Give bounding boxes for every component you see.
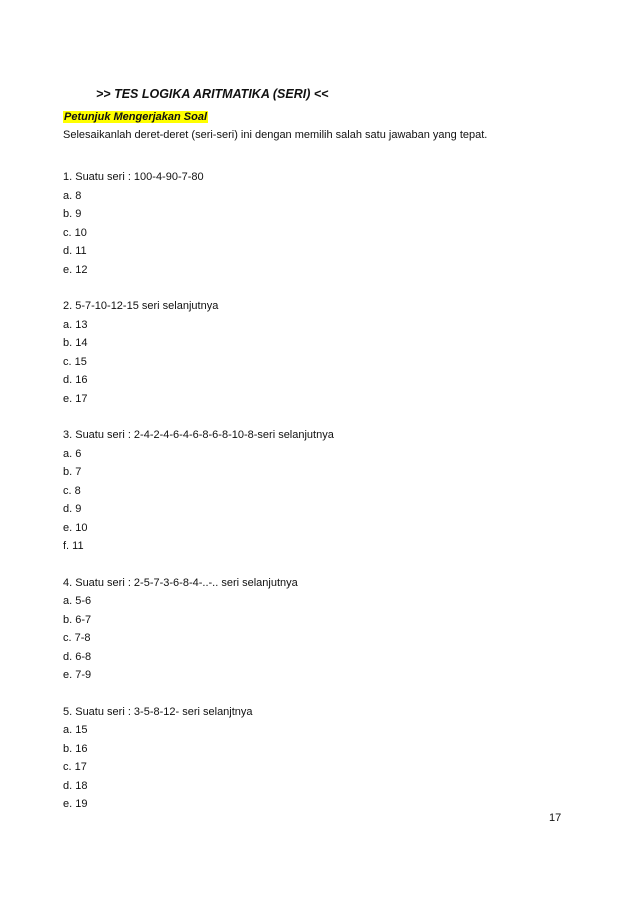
answer-option: d. 9 — [63, 503, 82, 515]
answer-option: c. 7-8 — [63, 632, 91, 644]
question-3 — [63, 426, 583, 556]
question-2 — [63, 297, 583, 408]
answer-option: d. 18 — [63, 779, 88, 792]
answer-option: b. 16 — [63, 742, 88, 755]
answer-option: c. 15 — [63, 355, 87, 368]
answer-option: a. 8 — [63, 189, 82, 202]
answer-option: b. 9 — [63, 208, 82, 220]
answer-option: a. 5-6 — [63, 595, 92, 607]
question-list — [63, 168, 583, 832]
answer-option: d. 16 — [63, 374, 88, 386]
answer-option: b. 14 — [63, 337, 88, 349]
answer-option: f. 11 — [63, 540, 84, 552]
answer-option: a. 6 — [63, 447, 82, 460]
question-text: 2. 5-7-10-12-15 seri selanjutnya — [63, 300, 219, 312]
answer-option: e. 17 — [63, 392, 88, 405]
answer-option: e. 10 — [63, 521, 88, 534]
answer-option: c. 10 — [63, 226, 87, 239]
question-5 — [63, 703, 583, 814]
page-number: 17 — [549, 812, 562, 824]
answer-option: a. 15 — [63, 724, 88, 736]
answer-option: a. 13 — [63, 318, 88, 331]
answer-option: b. 7 — [63, 466, 82, 478]
answer-option: c. 8 — [63, 484, 81, 497]
page-title: >> TES LOGIKA ARITMATIKA (SERI) << — [96, 87, 329, 101]
question-4 — [63, 574, 583, 685]
question-text: 5. Suatu seri : 3-5-8-12- seri selanjtnya — [63, 705, 253, 718]
answer-option: e. 12 — [63, 263, 88, 276]
instructions-text: Selesaikanlah deret-deret (seri-seri) ini dengan memilih salah satu jawaban yang tepat. — [63, 129, 488, 141]
answer-option: e. 7-9 — [63, 669, 92, 681]
answer-option: e. 19 — [63, 798, 88, 810]
answer-option: b. 6-7 — [63, 613, 92, 626]
answer-option: c. 17 — [63, 761, 87, 773]
question-text: 4. Suatu seri : 2-5-7-3-6-8-4-..-.. seri selanjutnya — [63, 576, 298, 589]
instructions-heading: Petunjuk Mengerjakan Soal — [64, 111, 208, 123]
question-1 — [63, 168, 583, 279]
answer-option: d. 11 — [63, 245, 87, 257]
question-text: 3. Suatu seri : 2-4-2-4-6-4-6-8-6-8-10-8-seri selanjutnya — [63, 429, 334, 441]
question-text: 1. Suatu seri : 100-4-90-7-80 — [63, 171, 204, 183]
answer-option: d. 6-8 — [63, 650, 92, 663]
